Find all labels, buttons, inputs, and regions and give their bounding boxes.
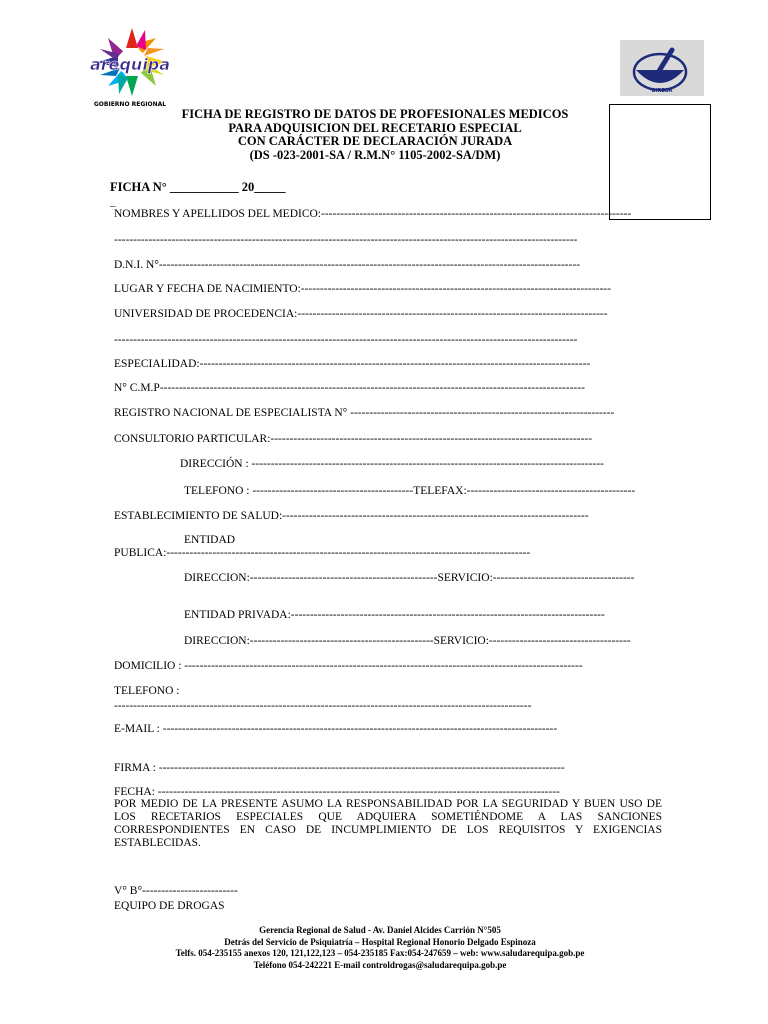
field-direccion-servicio-privada: DIRECCION:------------------------------------------------SERVICIO:-------------------------------------	[184, 635, 631, 647]
footer-line: Detrás del Servicio de Psiquiatría – Hospital Regional Honorio Delgado Espinoza	[224, 936, 536, 947]
field-universidad-cont: -------------------------------------------------------------------------------------------------------------------------	[114, 334, 578, 346]
responsibility-statement: POR MEDIO DE LA PRESENTE ASUMO LA RESPONSABILIDAD POR LA SEGURIDAD Y BUEN USO DE LOS RECETARIOS ESPECIALES QUE ADQUIERA SOMETIÉNDOME A LAS SANCIONES CORRESPONDIENTES EN CASO DE INCUMPLIMIENTO DE LOS REQUISITOS Y EXIGENCIAS ESTABLECIDAS.	[114, 798, 662, 849]
field-email: E-MAIL : -------------------------------------------------------------------------------------------------------	[114, 723, 558, 735]
field-nombres: NOMBRES Y APELLIDOS DEL MEDICO:---------------------------------------------------------------------------------	[114, 208, 632, 220]
field-lugar-fecha-nacimiento: LUGAR Y FECHA DE NACIMIENTO:---------------------------------------------------------------------------------	[114, 283, 611, 295]
field-firma: FIRMA : ----------------------------------------------------------------------------------------------------------	[114, 762, 565, 774]
title-line: CON CARÁCTER DE DECLARACIÓN JURADA	[237, 134, 513, 148]
footer-line: Teléfono 054-242221 E-mail controldrogas@saludarequipa.gob.pe	[253, 959, 507, 970]
field-rne: REGISTRO NACIONAL DE ESPECIALISTA N° ---------------------------------------------------------------------	[114, 407, 615, 419]
field-entidad-publica: PUBLICA:-----------------------------------------------------------------------------------------------	[114, 547, 531, 559]
field-cmp: N° C.M.P---------------------------------------------------------------------------------------------------------------	[114, 382, 585, 394]
field-dni: D.N.I. N°--------------------------------------------------------------------------------------------------------------	[114, 259, 581, 271]
field-consultorio: CONSULTORIO PARTICULAR:------------------------------------------------------------------------------------	[114, 433, 593, 445]
field-domicilio: DOMICILIO : --------------------------------------------------------------------------------------------------------	[114, 660, 583, 672]
ficha-number: FICHA N° ___________ 20_____	[110, 180, 286, 194]
visto-bueno: V° B°-------------------------	[114, 885, 238, 897]
footer-line: Telfs. 054-235155 anexos 120, 121,122,123 – 054-235185 Fax:054-247659 – web: www.saludarequipa.gob.pe	[175, 948, 585, 958]
field-telefono-telefax: TELEFONO : ------------------------------------------TELEFAX:--------------------------------------------	[184, 485, 636, 497]
diresa-seal	[620, 40, 704, 96]
field-establecimiento: ESTABLECIMIENTO DE SALUD:--------------------------------------------------------------------------------	[114, 510, 589, 522]
arequipa-logo	[74, 18, 186, 110]
field-telefono-line: -------------------------------------------------------------------------------------------------------------	[114, 700, 532, 712]
title-line: PARA ADQUISICION DEL RECETARIO ESPECIAL	[228, 120, 522, 135]
seal-text: DIRESA	[651, 88, 673, 94]
document-title	[150, 108, 600, 162]
field-entidad-privada: ENTIDAD PRIVADA:----------------------------------------------------------------------------------	[184, 609, 605, 621]
field-entidad-label: ENTIDAD	[184, 534, 236, 546]
logo-wordmark: arequipa	[89, 55, 171, 74]
footer-line: Gerencia Regional de Salud - Av. Daniel Alcides Carrión N°505	[259, 925, 501, 935]
field-fecha: FECHA: ---------------------------------------------------------------------------------------------------------	[114, 786, 560, 798]
title-line: FICHA DE REGISTRO DE DATOS DE PROFESIONALES MEDICOS	[181, 107, 569, 121]
equipo-drogas: EQUIPO DE DROGAS	[114, 900, 225, 912]
title-line: (DS -023-2001-SA / R.M.N° 1105-2002-SA/DM)	[249, 147, 501, 162]
field-universidad: UNIVERSIDAD DE PROCEDENCIA:---------------------------------------------------------------------------------	[114, 308, 608, 320]
field-especialidad: ESPECIALIDAD:------------------------------------------------------------------------------------------------------	[114, 358, 591, 370]
ficha-mark: _	[110, 196, 116, 208]
field-direccion-servicio-publica: DIRECCION:-------------------------------------------------SERVICIO:-------------------------------------	[184, 572, 635, 584]
field-direccion-consultorio: DIRECCIÓN : --------------------------------------------------------------------------------------------	[180, 458, 604, 470]
field-nombres-cont: -------------------------------------------------------------------------------------------------------------------------	[114, 234, 578, 246]
photo-box	[609, 104, 711, 220]
field-telefono-label: TELEFONO :	[114, 685, 180, 697]
footer-contact	[110, 925, 650, 971]
logo-subtitle: GOBIERNO REGIONAL	[93, 101, 167, 108]
